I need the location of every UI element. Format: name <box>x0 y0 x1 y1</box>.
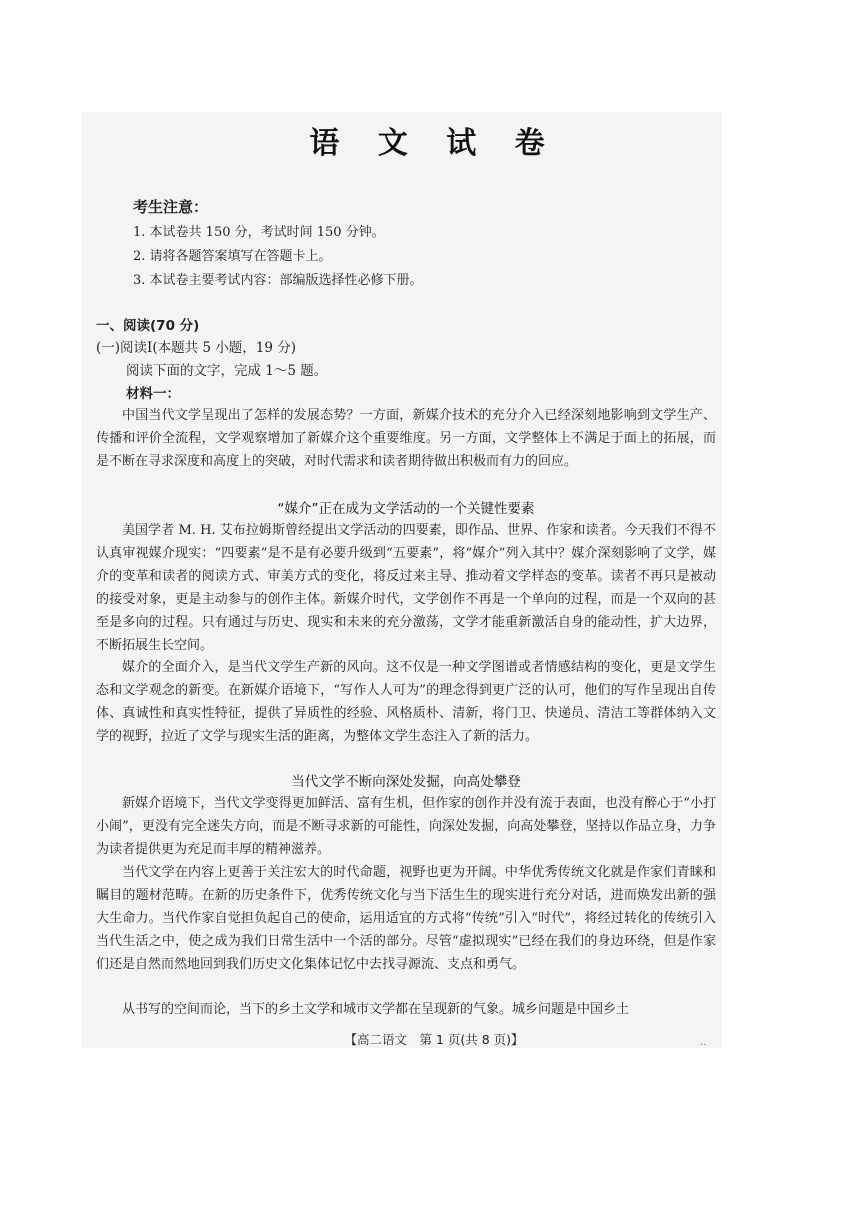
paragraph-4: 新媒介语境下，当代文学变得更加鲜活、富有生机，但作家的创作并没有流于表面，也没有醉心于“小打小闹”，更没有完全迷失方向，而是不断寻求新的可能性，向深处发掘，向高处攀登，坚持以作品立身，力争为读者提供更为充足而丰厚的精神滋养。 <box>96 796 716 857</box>
material-label: 材料一： <box>126 386 180 402</box>
notice-item-2: 2. 请将各题答案填写在答题卡上。 <box>133 249 332 264</box>
page-title: 语 文 试 卷 <box>309 126 559 161</box>
page-footer: 【高二语文 第 1 页(共 8 页)】 <box>344 1032 524 1047</box>
sub-section-heading: (一)阅读Ⅰ(本题共 5 小题，19 分) <box>96 340 297 356</box>
paragraph-5: 当代文学在内容上更善于关注宏大的时代命题，视野也更为开阔。中华优秀传统文化就是作家们青睐和瞩目的题材范畴。在新的历史条件下，优秀传统文化与当下活生生的现实进行充分对话，进而焕发出新的强大生命力。当代作家自觉担负起自己的使命，运用适宜的方式将“传统”引入“时代”，将经过转化的传统引入当代生活之中，使之成为我们日常生活中一个活的部分。尽管“虚拟现实”已经在我们的身边环绕，但是作家们还是自然而然地回到我们历史文化集体记忆中去找寻源流、支点和勇气。 <box>96 865 716 972</box>
subheading-media: “媒介”正在成为文学活动的一个关键性要素 <box>277 501 535 517</box>
paragraph-2: 美国学者 M. H. 艾布拉姆斯曾经提出文学活动的四要素，即作品、世界、作家和读者。今天我们不得不认真审视媒介现实：“四要素”是不是有必要升级到“五要素”，将“媒介”列入其中？媒介深刻影响了文学，媒介的变革和读者的阅读方式、审美方式的变化，将反过来主导、推动着文学样态的变革。读者不再只是被动的接受对象，更是主动参与的创作主体。新媒介时代，文学创作不再是一个单向的过程，而是一个双向的甚至是多向的过程。只有通过与历史、现实和未来的充分激荡，文学才能重新激活自身的能动性，扩大边界，不断拓展生长空间。 <box>96 523 716 653</box>
section-heading: 一、阅读(70 分) <box>96 318 200 334</box>
notice-item-3: 3. 本试卷主要考试内容：部编版选择性必修下册。 <box>133 273 423 288</box>
notice-heading: 考生注意： <box>133 198 209 216</box>
instruction: 阅读下面的文字，完成 1～5 题。 <box>126 363 328 379</box>
notice-item-1: 1. 本试卷共 150 分，考试时间 150 分钟。 <box>133 225 385 240</box>
subheading-depth: 当代文学不断向深处发掘，向高处攀登 <box>291 774 521 790</box>
paragraph-1: 中国当代文学呈现出了怎样的发展态势？一方面，新媒介技术的充分介入已经深刻地影响到文学生产、传播和评价全流程，文学观察增加了新媒介这个重要维度。另一方面，文学整体上不满足于面上的拓展，而是不断在寻求深度和高度上的突破，对时代需求和读者期待做出积极而有力的回应。 <box>96 408 716 469</box>
paragraph-6: 从书写的空间而论，当下的乡土文学和城市文学都在呈现新的气象。城乡问题是中国乡土 <box>122 1002 630 1017</box>
paragraph-3: 媒介的全面介入，是当代文学生产新的风向。这不仅是一种文学图谱或者情感结构的变化，更是文学生态和文学观念的新变。在新媒介语境下，“写作人人可为”的理念得到更广泛的认可，他们的写作呈现出自传体、真诚性和真实性特征，提供了异质性的经验、风格质朴、清新，将门卫、快递员、清洁工等群体纳入文学的视野，拉近了文学与现实生活的距离，为整体文学生态注入了新的活力。 <box>96 660 716 744</box>
corner-mark: ·· <box>700 1040 707 1051</box>
